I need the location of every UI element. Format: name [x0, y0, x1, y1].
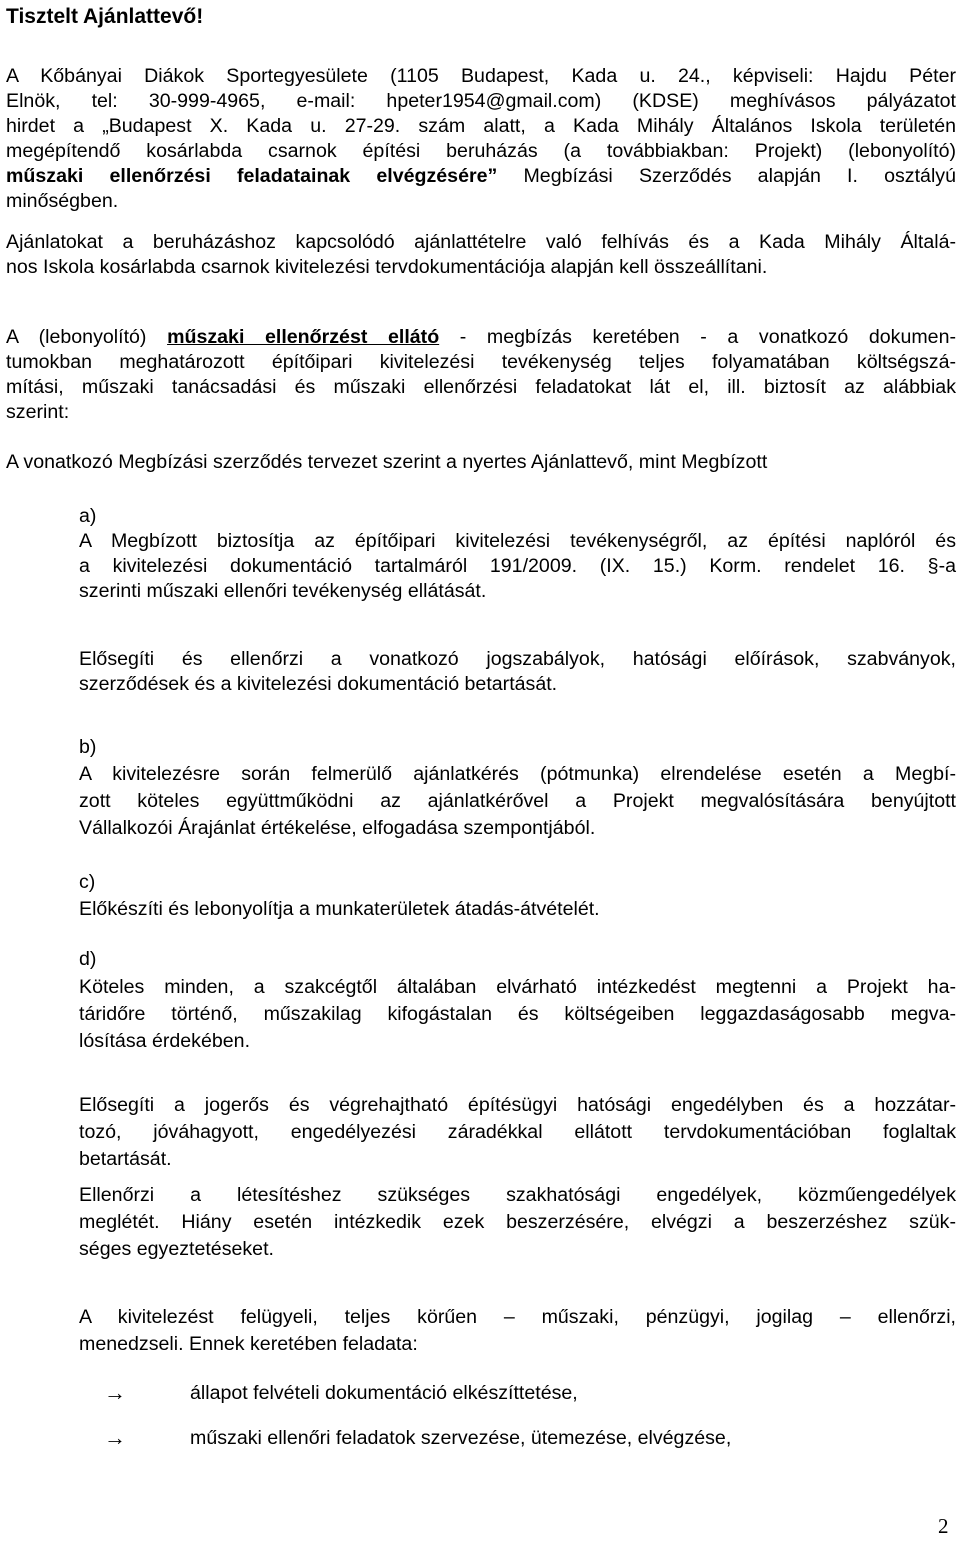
- intro-line: Elnök, tel: 30-999-4965, e-mail: hpeter1954@gmail.com) (KDSE) meghívásos pályázatot: [6, 90, 956, 112]
- section-d-line: táridőre történő, műszakilag kifogástalan és költségeiben leggazdaságosabb megva-: [79, 1003, 956, 1025]
- intro-line: A Kőbányai Diákok Sportegyesülete (1105 Budapest, Kada u. 24., képviseli: Hajdu Péter: [6, 65, 956, 87]
- checks-line: Ellenőrzi a létesítéshez szükséges szakhatósági engedélyek, közműengedélyek: [79, 1184, 956, 1206]
- role-line: [6, 325, 956, 350]
- section-a-line: A Megbízott biztosítja az építőipari kivitelezési tevékenységről, az építési naplóról és: [79, 530, 956, 552]
- section-b-line: Vállalkozói Árajánlat értékelése, elfogadása szempontjából.: [79, 817, 596, 839]
- section-label: c): [79, 871, 96, 893]
- offers-line: nos Iskola kosárlabda csarnok kivitelezési tervdokumentációja alapján kell összeállítani.: [6, 256, 768, 278]
- list-item-text: állapot felvételi dokumentáció elkészíttetése,: [190, 1382, 578, 1404]
- checks-line: séges egyeztetéseket.: [79, 1238, 274, 1260]
- promote-line: betartását.: [79, 1148, 172, 1170]
- section-d-line: Köteles minden, a szakcégtől általában elvárható intézkedést megtenni a Projekt ha-: [79, 976, 956, 998]
- section-label: a): [79, 505, 97, 527]
- role-line: mítási, műszaki tanácsadási és műszaki ellenőrzési feladatokat lát el, ill. biztosít az alábbiak: [6, 376, 956, 398]
- contract-line: A vonatkozó Megbízási szerződés tervezet szerint a nyertes Ajánlattevő, mint Megbízott: [6, 451, 768, 473]
- section-a-line: szerinti műszaki ellenőri tevékenység ellátását.: [79, 580, 487, 602]
- section-label: b): [79, 736, 97, 758]
- intro-line: minőségben.: [6, 190, 119, 212]
- intro-text: Megbízási Szerződés alapján I. osztályú: [497, 165, 956, 187]
- role-line: tumokban meghatározott építőipari kivitelezési tevékenység teljes folyamatában költségszá-: [6, 351, 956, 373]
- promote-line: tozó, jóváhagyott, engedélyezési záradékkal ellátott tervdokumentációban foglaltak: [79, 1121, 956, 1143]
- supervise-line: menedzseli. Ennek keretében feladata:: [79, 1333, 418, 1355]
- intro-line: megépítendő kosárlabda csarnok építési beruházás (a továbbiakban: Projekt) (lebonyolító): [6, 140, 956, 162]
- page-number: 2: [938, 1514, 949, 1538]
- promote-line: szerződések és a kivitelezési dokumentáció betartását.: [79, 673, 558, 695]
- arrow-icon: →: [104, 1380, 126, 1405]
- checks-line: meglétét. Hiány esetén intézkedik ezek beszerzésére, elvégzi a beszerzéshez szük-: [79, 1211, 956, 1233]
- section-b-line: A kivitelezésre során felmerülő ajánlatkérés (pótmunka) elrendelése esetén a Megbí-: [79, 763, 956, 785]
- intro-line: [6, 164, 956, 189]
- section-label: d): [79, 948, 97, 970]
- promote-line: Elősegíti és ellenőrzi a vonatkozó jogszabályok, hatósági előírások, szabványok,: [79, 648, 956, 670]
- supervise-line: A kivitelezést felügyeli, teljes körűen – műszaki, pénzügyi, jogilag – ellenőrzi,: [79, 1306, 956, 1328]
- list-item-text: műszaki ellenőri feladatok szervezése, ütemezése, elvégzése,: [190, 1427, 732, 1449]
- role-text: A (lebonyolító): [6, 326, 168, 348]
- promote-line: Elősegíti a jogerős és végrehajtható építésügyi hatósági engedélyben és a hozzátar-: [79, 1094, 956, 1116]
- intro-bold-text: műszaki ellenőrzési feladatainak elvégzésére”: [6, 165, 498, 187]
- section-c-line: Előkészíti és lebonyolítja a munkaterületek átadás-átvételét.: [79, 898, 600, 920]
- section-b-line: zott köteles együttműködni az ajánlatkérővel a Projekt megvalósítására benyújtott: [79, 790, 956, 812]
- role-bold-text: műszaki ellenőrzést ellátó: [167, 326, 440, 348]
- section-d-line: lósítása érdekében.: [79, 1030, 251, 1052]
- intro-line: hirdet a „Budapest X. Kada u. 27-29. szám alatt, a Kada Mihály Általános Iskola területén: [6, 115, 956, 137]
- offers-line: Ajánlatokat a beruházáshoz kapcsolódó ajánlattételre való felhívás és a Kada Mihály Általá-: [6, 231, 956, 253]
- role-text: - megbízás keretében - a vonatkozó dokumen-: [439, 326, 957, 348]
- greeting-heading: Tisztelt Ajánlattevő!: [6, 5, 204, 28]
- role-line: szerint:: [6, 401, 70, 423]
- section-a-line: a kivitelezési dokumentáció tartalmáról 191/2009. (IX. 15.) Korm. rendelet 16. §-a: [79, 555, 956, 577]
- arrow-icon: →: [104, 1425, 126, 1450]
